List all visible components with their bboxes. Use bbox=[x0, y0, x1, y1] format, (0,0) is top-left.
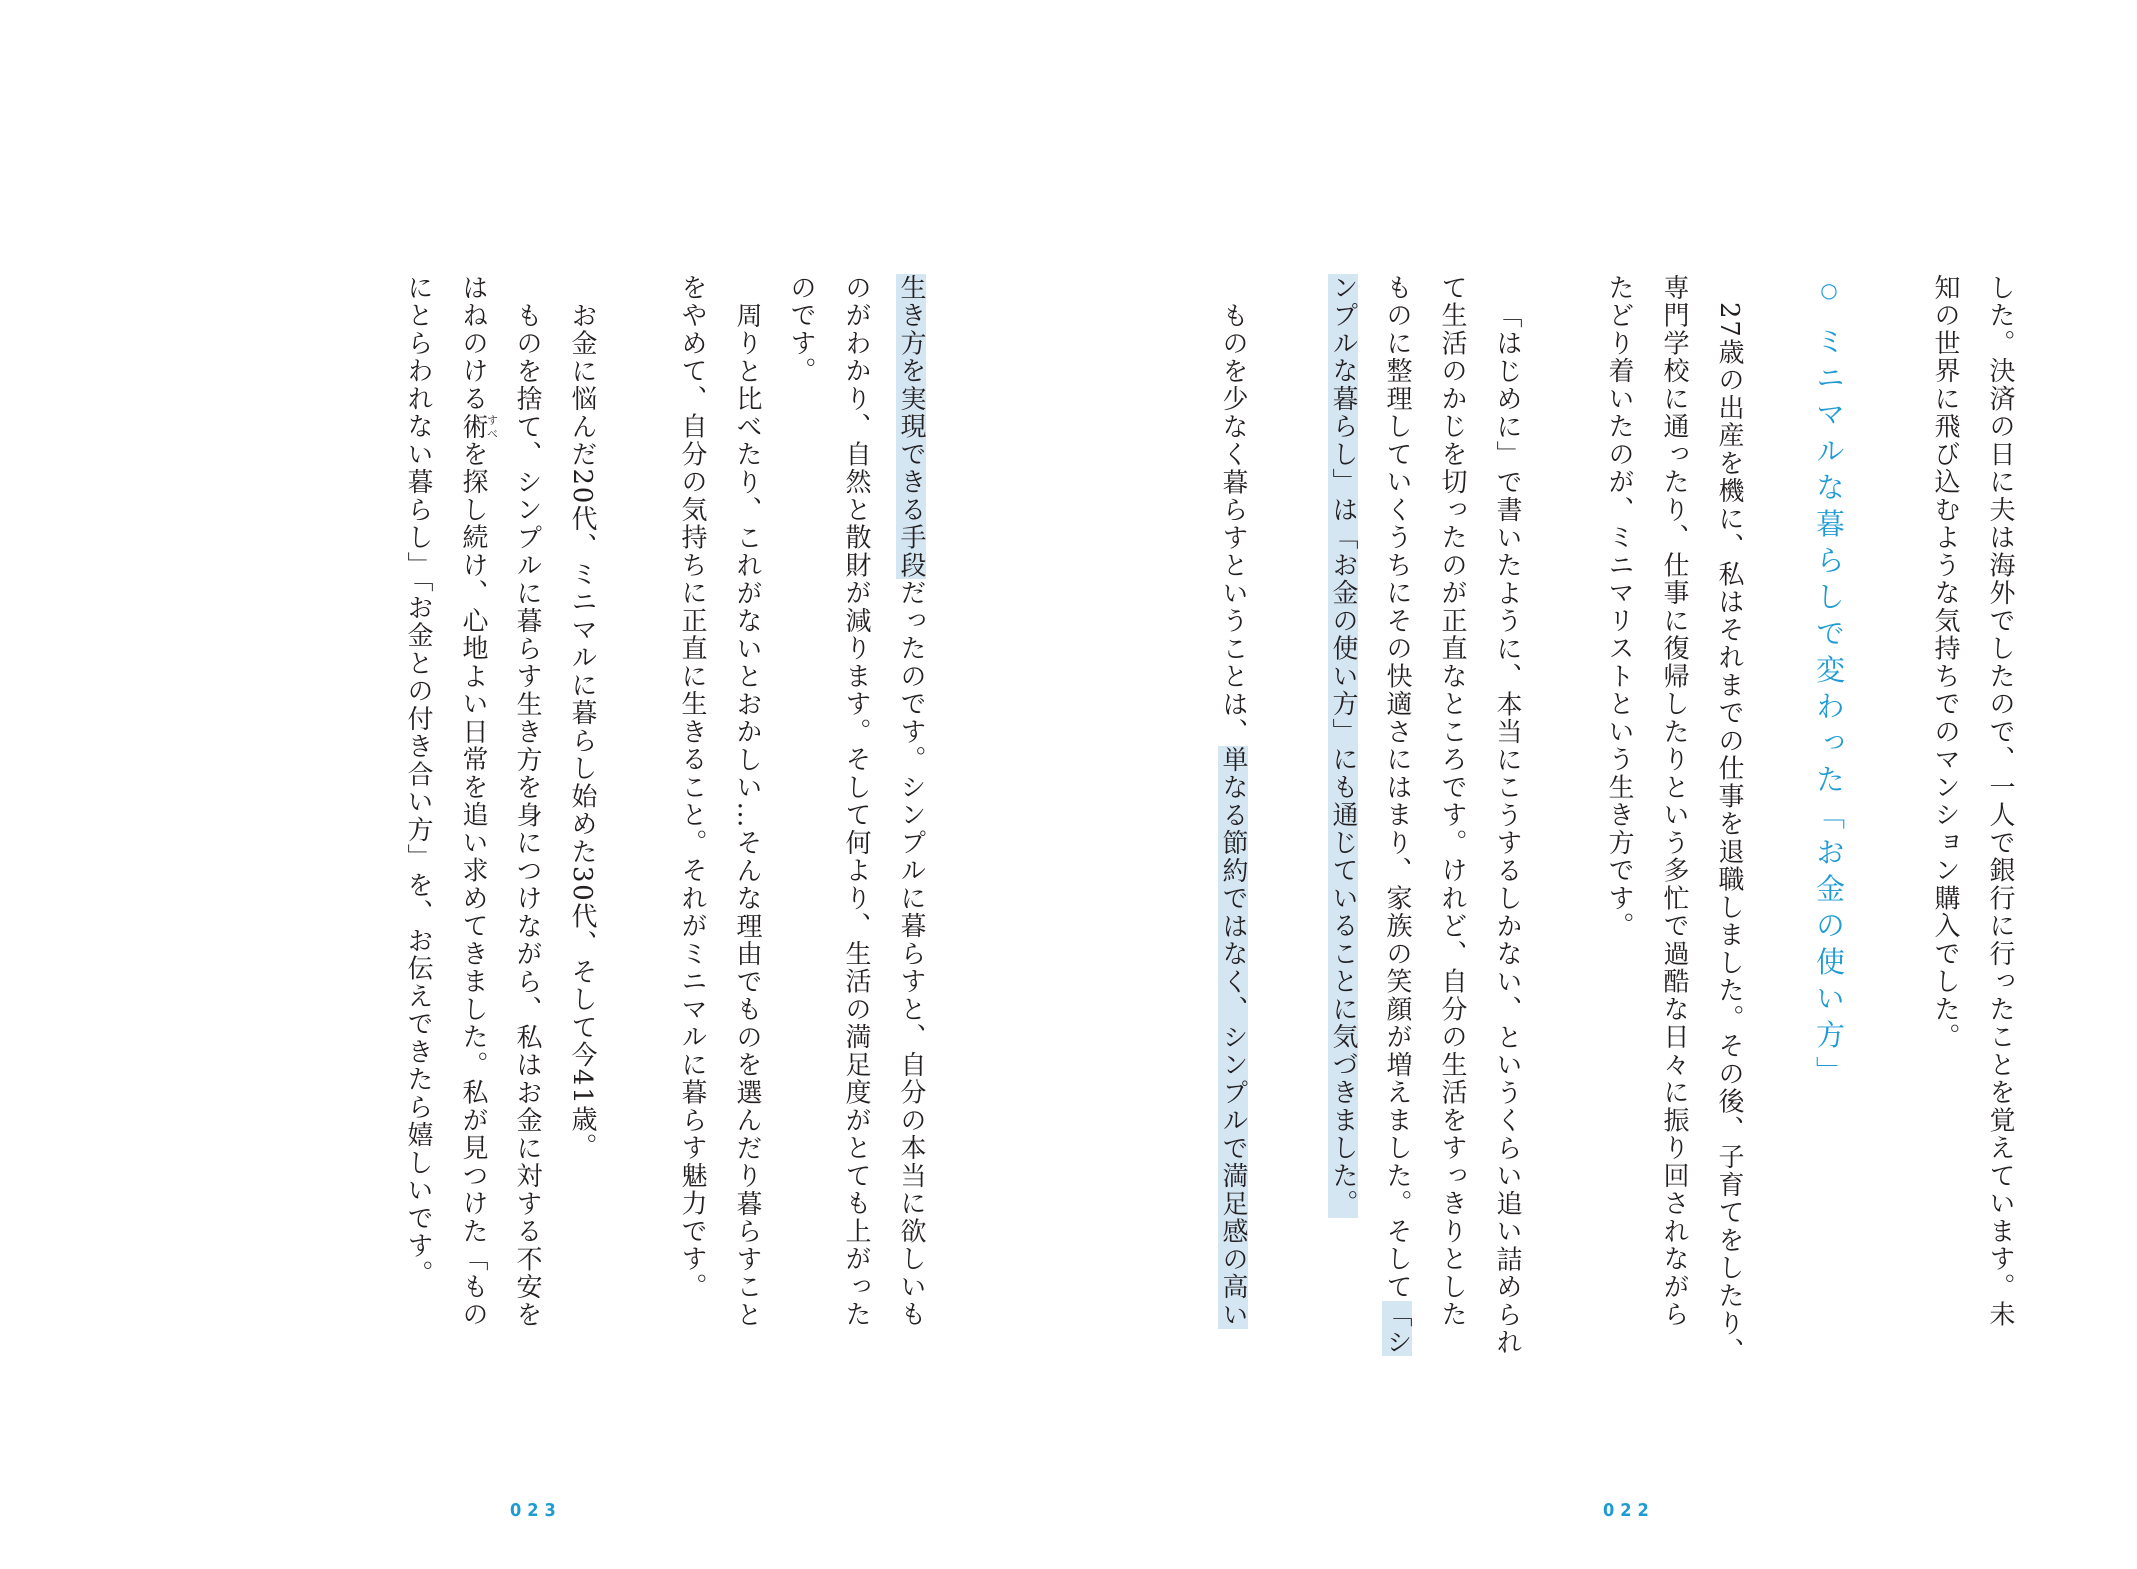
text-column bbox=[1602, 274, 1636, 940]
ruby-reading: すべ bbox=[485, 412, 499, 441]
text-column bbox=[1712, 274, 1746, 1365]
left-page bbox=[0, 0, 1068, 1569]
body-text: 知の世界に飛び込むような気持ちでのマンション購入でした。 bbox=[1930, 274, 1960, 1051]
body-text: ものに整理していくうちにその快適さにはまり、家族の笑顔が増えました。そして bbox=[1382, 274, 1412, 1301]
highlighted-text: 「シ bbox=[1382, 1300, 1412, 1357]
body-text: をやめて、自分の気持ちに正直に生きること。それがミニマルに暮らす魅力です。 bbox=[677, 274, 707, 1301]
ruby-word bbox=[458, 412, 499, 441]
page-number-right: 022 bbox=[1603, 1500, 1655, 1521]
text-column bbox=[784, 274, 818, 385]
body-text: のがわかり、自然と散財が減ります。そして何より、生活の満足度がとても上がった bbox=[841, 274, 871, 1329]
body-text: 27歳の出産を機に、私はそれまでの仕事を退職しました。その後、子育てをしたり、 bbox=[1714, 302, 1744, 1366]
highlighted-text: 生き方を実現できる手段 bbox=[896, 274, 926, 580]
right-page bbox=[1068, 0, 2136, 1569]
text-column bbox=[839, 274, 873, 1329]
body-text: にとらわれない暮らし」「お金との付き合い方」を、お伝えできたら嬉しいです。 bbox=[403, 274, 433, 1288]
body-text: お金に悩んだ20代、ミニマルに暮らし始めた30代、そして今41歳。 bbox=[567, 302, 597, 1162]
body-text: 周りと比べたり、これがないとおかしい…そんな理由でものを選んだり暮らすこと bbox=[732, 302, 762, 1329]
text-column bbox=[510, 274, 544, 1329]
body-text: たどり着いたのが、ミニマリストという生き方です。 bbox=[1604, 274, 1634, 940]
body-text: のです。 bbox=[786, 274, 816, 385]
body-text: 専門学校に通ったり、仕事に復帰したりという多忙で過酷な日々に振り回されながら bbox=[1659, 274, 1689, 1329]
circle-bullet-icon: ○ bbox=[1817, 278, 1841, 310]
text-column bbox=[1216, 274, 1250, 1329]
body-text: を探し続け、心地よい日常を追い求めてきました。私が見つけた「もの bbox=[458, 440, 488, 1329]
text-column bbox=[1380, 274, 1414, 1356]
text-column bbox=[1435, 274, 1469, 1329]
ruby-base: 術 bbox=[458, 412, 488, 441]
body-text: した。決済の日に夫は海外でしたので、一人で銀行に行ったことを覚えています。未 bbox=[1985, 274, 2015, 1329]
body-text: て生活のかじを切ったのが正直なところです。けれど、自分の生活をすっきりとした bbox=[1437, 274, 1467, 1329]
text-column bbox=[565, 274, 599, 1161]
text-column bbox=[730, 274, 764, 1329]
text-column bbox=[1326, 274, 1360, 1218]
section-heading bbox=[1811, 278, 1847, 1093]
text-column bbox=[1983, 274, 2017, 1329]
body-text: だったのです。シンプルに暮らすと、自分の本当に欲しいも bbox=[896, 579, 926, 1329]
page-number-left: 023 bbox=[510, 1500, 562, 1521]
text-column bbox=[1928, 274, 1962, 1051]
text-column bbox=[894, 274, 928, 1329]
text-column bbox=[1657, 274, 1691, 1329]
body-text: ものを捨て、シンプルに暮らす生き方を身につけながら、私はお金に対する不安を bbox=[512, 302, 542, 1329]
section-heading-text: ミニマルな暮らしで変わった「お金の使い方」 bbox=[1812, 326, 1846, 1093]
body-text: ものを少なく暮らすということは、 bbox=[1218, 302, 1248, 746]
body-text: 「はじめに」で書いたように、本当にこうするしかない、というくらい追い詰められ bbox=[1492, 302, 1522, 1357]
text-column bbox=[1490, 274, 1524, 1357]
highlighted-text: 単なる節約ではなく、シンプルで満足感の高い bbox=[1218, 746, 1248, 1329]
text-column bbox=[456, 274, 498, 1329]
text-column bbox=[675, 274, 709, 1301]
highlighted-text: ンプルな暮らし」は「お金の使い方」にも通じていることに気づきました。 bbox=[1328, 274, 1358, 1218]
body-text: はねのける bbox=[458, 274, 488, 413]
text-column bbox=[401, 274, 435, 1288]
